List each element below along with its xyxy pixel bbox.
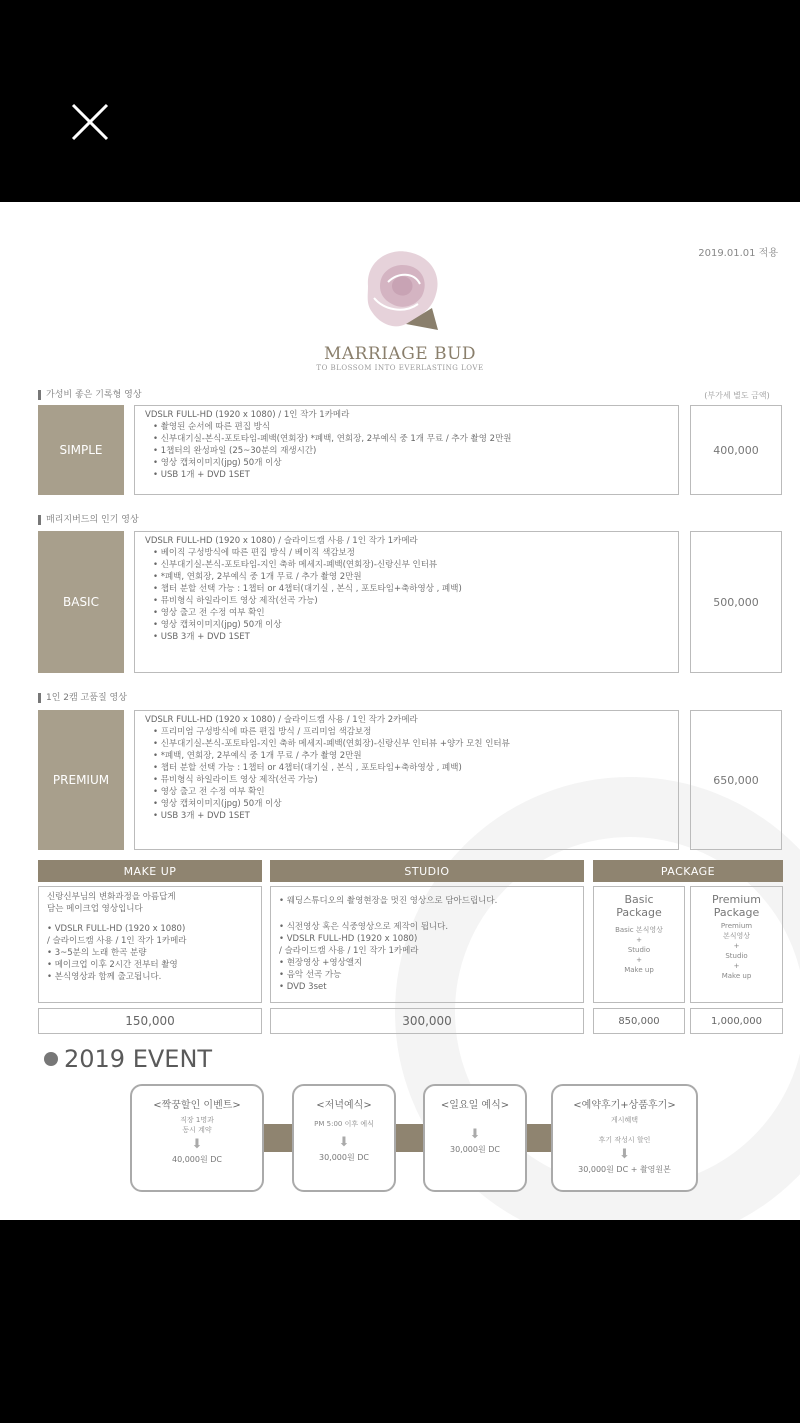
event-card-result: 40,000원 DC bbox=[171, 1155, 222, 1164]
makeup-price: 150,000 bbox=[38, 1008, 262, 1034]
event-card bbox=[551, 1084, 698, 1192]
studio-desc bbox=[270, 886, 584, 1003]
package-title: Premium Package bbox=[712, 893, 761, 919]
text-line: • VDSLR FULL-HD (1920 x 1080) bbox=[279, 934, 418, 944]
section-title-simple: 가성비 좋은 기록형 영상 bbox=[38, 390, 142, 400]
arrow-down-icon: ⬇ bbox=[191, 1137, 203, 1152]
package-title: Basic Package bbox=[616, 893, 662, 919]
list-item: • 촬영된 순서에 따른 편집 방식 bbox=[153, 421, 668, 433]
arrow-down-icon: ⬇ bbox=[338, 1135, 350, 1150]
headline: VDSLR FULL-HD (1920 x 1080) / 슬라이드캠 사용 / 1인 작가 2카메라 bbox=[145, 715, 418, 725]
text-line bbox=[47, 915, 253, 923]
rose-logo-icon bbox=[358, 246, 444, 340]
close-button[interactable] bbox=[70, 102, 110, 142]
event-title bbox=[44, 1045, 212, 1073]
list-item: • 신부대기실-본식-포토타임-지인 축하 메세지-폐백(연회장)-신랑신부 인터뷰 bbox=[153, 559, 668, 571]
text-line: 담는 메이크업 영상입니다 bbox=[47, 904, 143, 914]
list-item: • 신부대기실-본식-포토타임-폐백(연회장) *폐백, 연회장, 2부예식 중 1개 무료 / 추가 촬영 2만원 bbox=[153, 433, 668, 445]
desc-premium bbox=[134, 710, 679, 850]
text-line: • 식전영상 혹은 식중영상으로 제작이 됩니다. bbox=[279, 922, 449, 932]
list-item: • 영상 캡쳐이미지(jpg) 50개 이상 bbox=[153, 619, 668, 631]
event-connector bbox=[394, 1124, 426, 1152]
event-card-title: <저녁예식> bbox=[316, 1100, 372, 1111]
section-title-basic: 매리지버드의 인기 영상 bbox=[38, 515, 139, 525]
event-card-title: <예약후기+상품후기> bbox=[573, 1100, 676, 1111]
package-premium-price: 1,000,000 bbox=[690, 1008, 783, 1034]
price-sheet-image bbox=[0, 202, 800, 1220]
text-line: • 메이크업 이후 2시간 전부터 촬영 bbox=[47, 960, 178, 970]
text-line bbox=[279, 907, 575, 921]
list-item: • *폐백, 연회장, 2부예식 중 1개 무료 / 추가 촬영 2만원 bbox=[153, 571, 668, 583]
list-item: • 프리미엄 구성방식에 따른 편집 방식 / 프리미엄 색감보정 bbox=[153, 726, 668, 738]
text-line: • 현장영상 +영상앨지 bbox=[279, 958, 363, 968]
package-detail: Premium 본식영상 + Studio + Make up bbox=[720, 922, 753, 980]
event-card-result: 30,000원 DC bbox=[449, 1145, 500, 1154]
list-item: • 뮤비형식 하일라이트 영상 제작(선곡 가능) bbox=[153, 595, 668, 607]
event-card-result: 30,000원 DC bbox=[318, 1153, 369, 1162]
label-basic: BASIC bbox=[38, 531, 124, 673]
text-line: • 웨딩스튜디오의 촬영현장을 멋진 영상으로 담아드립니다. bbox=[279, 896, 498, 906]
package-premium bbox=[690, 886, 783, 1003]
text-line: • 3~5분의 노래 한곡 분량 bbox=[47, 948, 147, 958]
package-basic bbox=[593, 886, 685, 1003]
event-card bbox=[423, 1084, 527, 1192]
list-item: • 베이직 구성방식에 따른 편집 방식 / 베이직 색감보정 bbox=[153, 547, 668, 559]
makeup-desc bbox=[38, 886, 262, 1003]
package-header: PACKAGE bbox=[593, 860, 783, 882]
price-simple: 400,000 bbox=[690, 405, 782, 495]
text-line: • VDSLR FULL-HD (1920 x 1080) bbox=[47, 924, 186, 934]
list-item: • 영상 출고 전 수정 여부 확인 bbox=[153, 607, 668, 619]
bullet-icon bbox=[44, 1052, 58, 1066]
studio-price: 300,000 bbox=[270, 1008, 584, 1034]
text-line: • DVD 3set bbox=[279, 982, 327, 992]
section-title-premium: 1인 2캠 고품질 영상 bbox=[38, 693, 127, 703]
bottom-letterbox bbox=[0, 1220, 800, 1423]
price-premium: 650,000 bbox=[690, 710, 782, 850]
price-note: (부가세 별도 금액) bbox=[704, 391, 770, 400]
arrow-down-icon: ⬇ bbox=[469, 1127, 481, 1142]
text-line: / 슬라이드캠 사용 / 1인 작가 1카메라 bbox=[279, 946, 419, 956]
desc-simple bbox=[134, 405, 679, 495]
event-connector bbox=[262, 1124, 294, 1152]
list-item: • USB 3개 + DVD 1SET bbox=[153, 631, 668, 643]
makeup-header: MAKE UP bbox=[38, 860, 262, 882]
event-card-title: <짝꿍할인 이벤트> bbox=[153, 1100, 241, 1111]
studio-header: STUDIO bbox=[270, 860, 584, 882]
effective-date: 2019.01.01 적용 bbox=[698, 248, 778, 259]
headline: VDSLR FULL-HD (1920 x 1080) / 슬라이드캠 사용 / 1인 작가 1카메라 bbox=[145, 536, 418, 546]
text-line: / 슬라이드캠 사용 / 1인 작가 1카메라 bbox=[47, 936, 187, 946]
list-item: • 영상 캡쳐이미지(jpg) 50개 이상 bbox=[153, 457, 668, 469]
price-basic: 500,000 bbox=[690, 531, 782, 673]
package-basic-price: 850,000 bbox=[593, 1008, 685, 1034]
event-connector bbox=[524, 1124, 554, 1152]
list-item: • 뮤비형식 하일라이트 영상 제작(선곡 가능) bbox=[153, 774, 668, 786]
event-title-text: 2019 EVENT bbox=[64, 1045, 213, 1073]
close-icon bbox=[70, 102, 110, 142]
list-item: • USB 1개 + DVD 1SET bbox=[153, 469, 668, 481]
event-card-sub: PM 5:00 이후 예식 bbox=[314, 1120, 374, 1128]
list-item: • 영상 출고 전 수정 여부 확인 bbox=[153, 786, 668, 798]
event-card bbox=[130, 1084, 264, 1192]
list-item: • *폐백, 연회장, 2부예식 중 1개 무료 / 추가 촬영 2만원 bbox=[153, 750, 668, 762]
text-line: • 본식영상과 함께 출고됩니다. bbox=[47, 972, 162, 982]
list-item: • 1챕터의 완성파일 (25~30분의 재생시간) bbox=[153, 445, 668, 457]
headline: VDSLR FULL-HD (1920 x 1080) / 1인 작가 1카메라 bbox=[145, 410, 350, 420]
list-item: • 신부대기실-본식-포토타임-지인 축하 메세지-폐백(연회장)-신랑신부 인터뷰 +양가 모친 인터뷰 bbox=[153, 738, 668, 750]
brand-name: MARRIAGE BUD bbox=[323, 344, 477, 364]
event-card-sub: 직장 1명과 동시 계약 bbox=[180, 1116, 214, 1134]
desc-basic bbox=[134, 531, 679, 673]
list-item: • 영상 캡쳐이미지(jpg) 50개 이상 bbox=[153, 798, 668, 810]
text-line: • 음악 선곡 가능 bbox=[279, 970, 342, 980]
list-item: • USB 3개 + DVD 1SET bbox=[153, 810, 668, 822]
arrow-down-icon: ⬇ bbox=[619, 1147, 630, 1162]
event-card bbox=[292, 1084, 396, 1192]
package-detail: Basic 본식영상 + Studio + Make up bbox=[615, 926, 663, 974]
event-card-result: 30,000원 DC + 촬영원본 bbox=[578, 1165, 671, 1174]
list-item: • 챕터 분할 선택 가능 : 1챕터 or 4챕터(대기실 , 본식 , 포토타임+축하영상 , 폐백) bbox=[153, 583, 668, 595]
label-premium: PREMIUM bbox=[38, 710, 124, 850]
event-card-title: <일요일 예식> bbox=[440, 1100, 510, 1111]
text-line: 신랑신부님의 변화과정을 아름답게 bbox=[47, 892, 176, 902]
brand-tagline: TO BLOSSOM INTO EVERLASTING LOVE bbox=[316, 364, 484, 372]
event-card-sub: 게시혜택 후기 작성시 할인 bbox=[598, 1116, 651, 1144]
list-item: • 챕터 분할 선택 가능 : 1챕터 or 4챕터(대기실 , 본식 , 포토타임+축하영상 , 폐백) bbox=[153, 762, 668, 774]
label-simple: SIMPLE bbox=[38, 405, 124, 495]
